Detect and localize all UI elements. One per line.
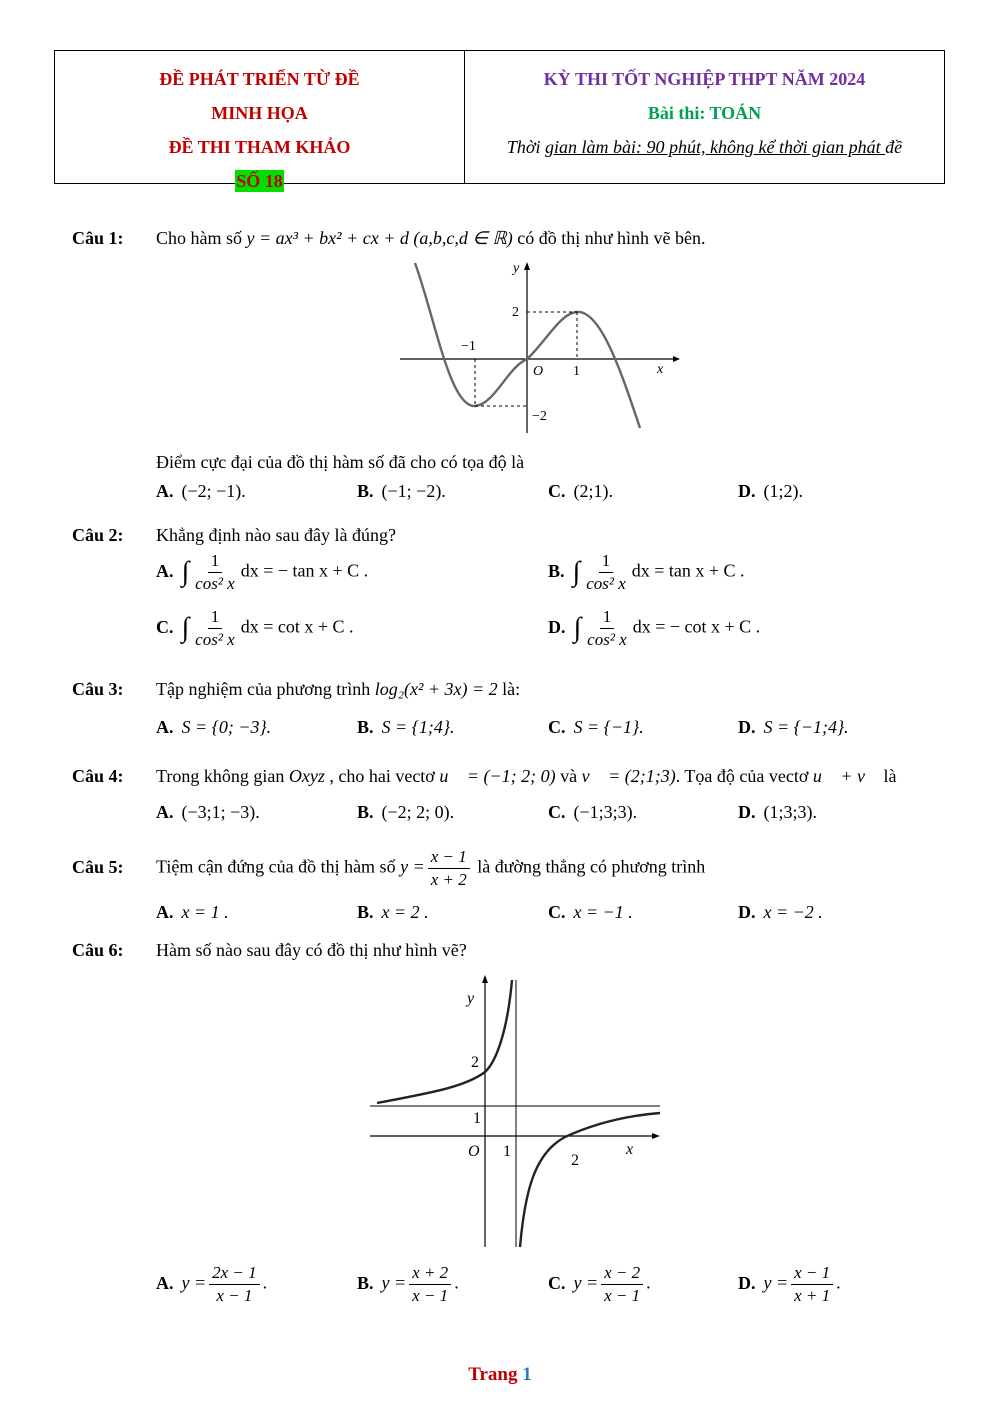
numerator: x − 1 bbox=[791, 1262, 833, 1285]
option-letter: C. bbox=[548, 902, 566, 922]
header-left-line3: ĐỀ THI THAM KHẢO bbox=[168, 137, 351, 157]
option-letter: C. bbox=[548, 802, 566, 822]
question-text: Khẳng định nào sau đây là đúng? bbox=[156, 525, 396, 545]
fraction bbox=[428, 846, 470, 891]
option-letter: C. bbox=[156, 616, 174, 637]
header-left-line2: MINH HỌA bbox=[211, 103, 308, 123]
integral-sign: ∫ bbox=[181, 612, 190, 644]
option-5b[interactable] bbox=[357, 900, 429, 924]
question-text-end: có đồ thị như hình vẽ bên. bbox=[512, 228, 706, 248]
question-text-4: . Tọa độ của vectơ bbox=[675, 766, 813, 786]
option-rhs: dx = − cot x + C . bbox=[632, 616, 761, 637]
option-6c[interactable]: C. y = $\frac{x - 2}{x - 1}$ . bbox=[548, 1263, 651, 1305]
log-equation: log₂(x² + 3x) = 2 bbox=[374, 679, 498, 699]
question-label: Câu 4: bbox=[72, 766, 124, 786]
tick-y-2: 2 bbox=[512, 305, 519, 320]
fraction bbox=[791, 1262, 833, 1307]
question-text-2: , cho hai vectơ bbox=[324, 766, 440, 786]
option-letter: D. bbox=[738, 481, 756, 501]
option-text: x = −1 . bbox=[573, 902, 633, 922]
tick-x-1: 1 bbox=[503, 1143, 511, 1160]
numerator: 1 bbox=[600, 606, 615, 629]
origin-label: O bbox=[468, 1143, 480, 1160]
option-letter: C. bbox=[548, 1272, 566, 1293]
question-3 bbox=[72, 677, 520, 701]
page-word: Trang bbox=[468, 1364, 518, 1385]
y-equals: y = bbox=[381, 1272, 407, 1293]
page-number: 1 bbox=[522, 1364, 532, 1385]
question-label: Câu 6: bbox=[72, 940, 124, 960]
option-6d[interactable]: D. y = $\frac{x - 1}{x + 1}$ . bbox=[738, 1263, 841, 1305]
question-label: Câu 3: bbox=[72, 679, 124, 699]
option-1b[interactable] bbox=[357, 479, 446, 503]
x-axis-label: x bbox=[657, 362, 664, 377]
option-rhs: dx = − tan x + C . bbox=[240, 560, 369, 581]
cubic-graph bbox=[395, 258, 685, 436]
numerator: x − 1 bbox=[428, 846, 470, 869]
option-text: (−2; −1). bbox=[181, 481, 246, 501]
option-letter: A. bbox=[156, 717, 174, 737]
integral-sign: ∫ bbox=[573, 612, 582, 644]
option-text: (2;1). bbox=[573, 481, 613, 501]
option-letter: A. bbox=[156, 902, 174, 922]
option-4d[interactable] bbox=[738, 800, 817, 824]
question-text: Cho hàm số bbox=[156, 228, 247, 248]
option-4a[interactable] bbox=[156, 800, 260, 824]
header-left-line1: ĐỀ PHÁT TRIỂN TỪ ĐỀ bbox=[159, 69, 360, 89]
option-text: (1;3;3). bbox=[763, 802, 817, 822]
question-4 bbox=[72, 764, 897, 788]
vector-u: u⃗ = (−1; 2; 0) bbox=[439, 766, 556, 786]
option-letter: D. bbox=[548, 616, 566, 637]
integral-sign: ∫ bbox=[181, 556, 190, 588]
option-text: (−1;3;3). bbox=[573, 802, 638, 822]
option-4c[interactable] bbox=[548, 800, 637, 824]
hyperbola-graph bbox=[370, 975, 670, 1250]
numerator: 1 bbox=[208, 606, 223, 629]
option-6a[interactable]: A. y = $\frac{2x - 1}{x - 1}$ . bbox=[156, 1263, 268, 1305]
y-axis-arrow bbox=[524, 262, 530, 270]
option-text: S = {0; −3}. bbox=[181, 717, 272, 737]
option-2c[interactable] bbox=[156, 606, 354, 651]
option-2b[interactable] bbox=[548, 550, 745, 595]
question-text: Trong không gian bbox=[156, 766, 289, 786]
y-axis-arrow bbox=[482, 975, 488, 983]
question-5 bbox=[72, 846, 705, 891]
fraction bbox=[192, 550, 238, 595]
tick-x-minus1: −1 bbox=[461, 339, 476, 354]
y-equals: y = bbox=[181, 1272, 207, 1293]
header-right bbox=[465, 51, 944, 183]
option-letter: B. bbox=[357, 1272, 374, 1293]
option-4b[interactable] bbox=[357, 800, 454, 824]
fraction bbox=[583, 550, 629, 595]
y-equals: y = bbox=[763, 1272, 789, 1293]
denominator: cos² x bbox=[586, 574, 626, 593]
fraction bbox=[192, 606, 238, 651]
tick-x-1: 1 bbox=[573, 364, 580, 379]
option-text: S = {−1;4}. bbox=[763, 717, 849, 737]
exam-title: KỲ THI TỐT NGHIỆP THPT NĂM 2024 bbox=[543, 69, 866, 89]
space-name: Oxyz bbox=[288, 766, 325, 786]
option-letter: A. bbox=[156, 481, 174, 501]
option-letter: B. bbox=[357, 717, 374, 737]
option-letter: D. bbox=[738, 717, 756, 737]
option-text: (1;2). bbox=[763, 481, 803, 501]
option-1d[interactable] bbox=[738, 479, 803, 503]
option-text: (−3;1; −3). bbox=[181, 802, 260, 822]
duration-part-c: đề bbox=[885, 137, 903, 157]
tick-y-minus2: −2 bbox=[532, 409, 547, 424]
option-2d[interactable] bbox=[548, 606, 760, 651]
exam-number-badge: SỐ 18 bbox=[236, 171, 283, 191]
option-text: x = 1 . bbox=[181, 902, 229, 922]
denominator: cos² x bbox=[587, 630, 627, 649]
option-letter: C. bbox=[548, 717, 566, 737]
header-left bbox=[55, 51, 465, 191]
exam-header bbox=[54, 50, 945, 191]
y-axis-label: y bbox=[513, 261, 520, 276]
duration-part-a: Thời bbox=[506, 137, 546, 157]
option-3b[interactable] bbox=[357, 715, 455, 739]
tick-x-2: 2 bbox=[571, 1152, 579, 1169]
question-text-end: là: bbox=[497, 679, 521, 699]
y-equals: y = bbox=[400, 856, 425, 877]
option-6b[interactable]: B. y = $\frac{x + 2}{x - 1}$ . bbox=[357, 1263, 459, 1305]
option-text: (−2; 2; 0). bbox=[381, 802, 455, 822]
integral-sign: ∫ bbox=[572, 556, 581, 588]
x-axis-arrow bbox=[673, 356, 680, 362]
option-letter: C. bbox=[548, 481, 566, 501]
question-text-end: là đường thẳng có phương trình bbox=[472, 856, 706, 877]
numerator: 1 bbox=[599, 550, 614, 573]
option-text: (−1; −2). bbox=[381, 481, 446, 501]
denominator: x − 1 bbox=[604, 1286, 641, 1305]
option-2a[interactable] bbox=[156, 550, 368, 595]
denominator: x + 1 bbox=[794, 1286, 831, 1305]
question-text-5: là bbox=[879, 766, 897, 786]
option-1c[interactable] bbox=[548, 479, 613, 503]
option-letter: D. bbox=[738, 902, 756, 922]
numerator: x − 2 bbox=[601, 1262, 643, 1285]
question-2 bbox=[72, 523, 396, 547]
page-footer bbox=[0, 1364, 1000, 1386]
option-letter: D. bbox=[738, 802, 756, 822]
option-letter: D. bbox=[738, 1272, 756, 1293]
option-text: S = {1;4}. bbox=[381, 717, 455, 737]
denominator: cos² x bbox=[195, 630, 235, 649]
fraction bbox=[601, 1262, 643, 1307]
option-5d[interactable] bbox=[738, 900, 823, 924]
option-3c[interactable] bbox=[548, 715, 644, 739]
option-letter: A. bbox=[156, 560, 174, 581]
question-1 bbox=[72, 226, 706, 250]
coefficient-condition: (a,b,c,d ∈ ℝ) bbox=[413, 228, 513, 248]
y-axis-label: y bbox=[467, 990, 475, 1007]
exam-duration bbox=[465, 130, 944, 164]
fraction bbox=[409, 1262, 451, 1307]
numerator: 1 bbox=[208, 550, 223, 573]
fraction bbox=[584, 606, 630, 651]
question-text-3: và bbox=[555, 766, 582, 786]
question-label: Câu 2: bbox=[72, 525, 124, 545]
option-1a[interactable] bbox=[156, 479, 246, 503]
option-3a[interactable] bbox=[156, 715, 271, 739]
cubic-formula: y = ax³ + bx² + cx + d bbox=[246, 228, 409, 248]
fraction bbox=[209, 1262, 260, 1307]
option-text: S = {−1}. bbox=[573, 717, 644, 737]
option-text: x = 2 . bbox=[381, 902, 429, 922]
denominator: cos² x bbox=[195, 574, 235, 593]
option-letter: B. bbox=[357, 481, 374, 501]
option-letter: A. bbox=[156, 802, 174, 822]
x-axis-label: x bbox=[626, 1141, 634, 1158]
option-5a[interactable] bbox=[156, 900, 229, 924]
duration-part-b: gian làm bài: 90 phút, không kể thời gian phát bbox=[545, 137, 886, 157]
tick-y-1: 1 bbox=[473, 1110, 481, 1127]
option-rhs: dx = tan x + C . bbox=[631, 560, 745, 581]
vector-v: v⃗ = (2;1;3) bbox=[581, 766, 676, 786]
option-rhs: dx = cot x + C . bbox=[240, 616, 354, 637]
question-text: Tiệm cận đứng của đồ thị hàm số bbox=[156, 856, 401, 877]
question-text: Hàm số nào sau đây có đồ thị như hình vẽ? bbox=[156, 940, 467, 960]
denominator: x − 1 bbox=[216, 1286, 253, 1305]
y-equals: y = bbox=[573, 1272, 599, 1293]
denominator: x + 2 bbox=[430, 870, 467, 889]
option-letter: B. bbox=[548, 560, 565, 581]
option-letter: B. bbox=[357, 902, 374, 922]
hyperbola-right-branch bbox=[520, 1113, 660, 1247]
x-axis-arrow bbox=[652, 1133, 660, 1139]
option-letter: A. bbox=[156, 1272, 174, 1293]
question-1-sub: Điểm cực đại của đồ thị hàm số đã cho có tọa độ là bbox=[156, 452, 525, 472]
option-text: x = −2 . bbox=[763, 902, 823, 922]
denominator: x − 1 bbox=[412, 1286, 449, 1305]
numerator: 2x − 1 bbox=[209, 1262, 260, 1285]
option-3d[interactable] bbox=[738, 715, 849, 739]
question-label: Câu 5: bbox=[72, 856, 124, 877]
question-6 bbox=[72, 938, 467, 962]
numerator: x + 2 bbox=[409, 1262, 451, 1285]
exam-subject: Bài thi: TOÁN bbox=[647, 103, 762, 123]
tick-y-2: 2 bbox=[471, 1054, 479, 1071]
vector-sum: u⃗ + v⃗ bbox=[812, 766, 880, 786]
question-label: Câu 1: bbox=[72, 228, 124, 248]
question-text: Tập nghiệm của phương trình bbox=[156, 679, 375, 699]
option-5c[interactable] bbox=[548, 900, 633, 924]
hyperbola-left-branch bbox=[377, 980, 512, 1103]
origin-label: O bbox=[533, 364, 544, 379]
option-letter: B. bbox=[357, 802, 374, 822]
